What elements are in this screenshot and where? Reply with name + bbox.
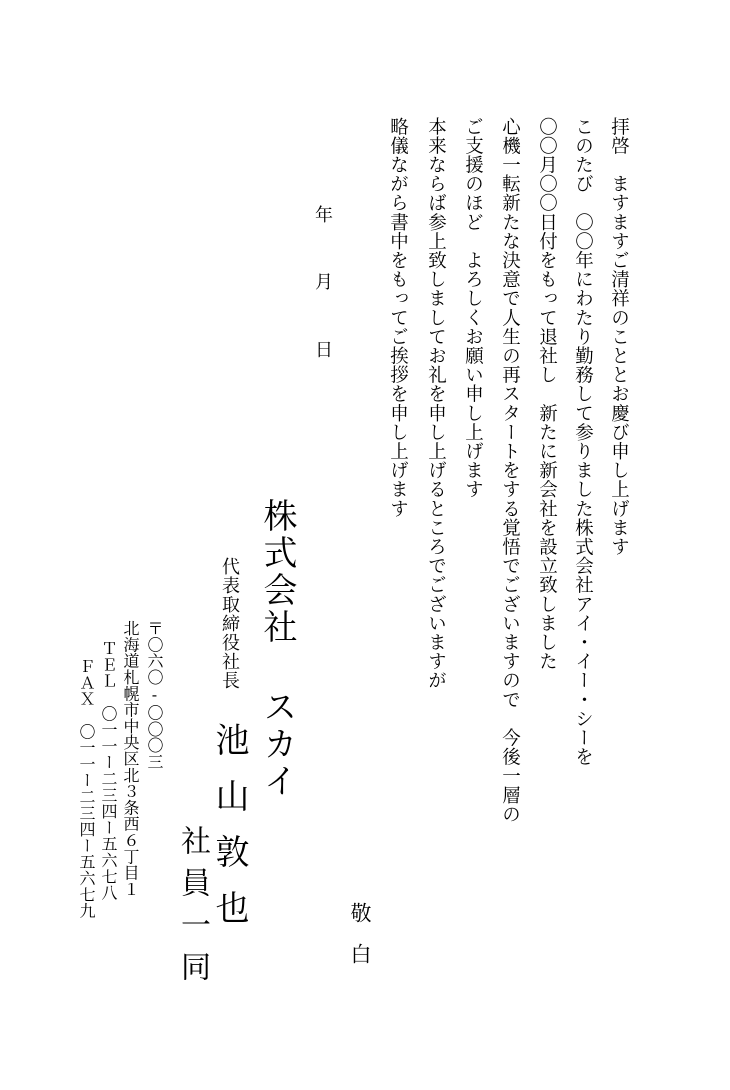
tel-number: ＴＥＬ 〇一一ー二三四ー五六七八 <box>99 640 118 901</box>
ceo-title: 代表取締役社長 <box>219 557 240 690</box>
closing-keihaku: 敬白 <box>348 902 372 984</box>
address-line: 北海道札幌市中央区北３条西６丁目１ <box>121 620 140 898</box>
letter-line-6: 本来ならば参上致しましてお礼を申し上げるところでございますが <box>425 117 447 690</box>
letter-line-1: 拝啓 ますますご清祥のこととお慶び申し上げます <box>608 117 630 557</box>
letter-line-4: 心機一転新たな決意で人生の再スタートをする覚悟でございますので 今後一層の <box>499 117 521 824</box>
ceo-name: 池山敦也 <box>209 722 249 946</box>
date-month: 月 <box>312 272 333 290</box>
letter-line-3: 〇〇月〇〇日付をもって退社し 新たに新会社を設立致しました <box>536 117 558 671</box>
letter-line-7: 略儀ながら書中をもってご挨拶を申し上げます <box>387 117 409 519</box>
date-day: 日 <box>312 340 333 358</box>
company-name: 株式会社 スカイ <box>257 498 297 800</box>
date-year: 年 <box>312 205 333 223</box>
fax-number: ＦＡＸ 〇一一ー二三四ー五六七九 <box>77 658 96 919</box>
staff-signature: 社員一同 <box>175 825 210 993</box>
letter-line-2: このたび 〇〇年にわたり勤務して参りました株式会社アイ・イー・シーを <box>572 117 594 767</box>
postal-code: 〒〇六〇-〇〇〇三 <box>145 620 164 770</box>
letter-line-5: ご支援のほど よろしくお願い申し上げます <box>462 117 484 499</box>
